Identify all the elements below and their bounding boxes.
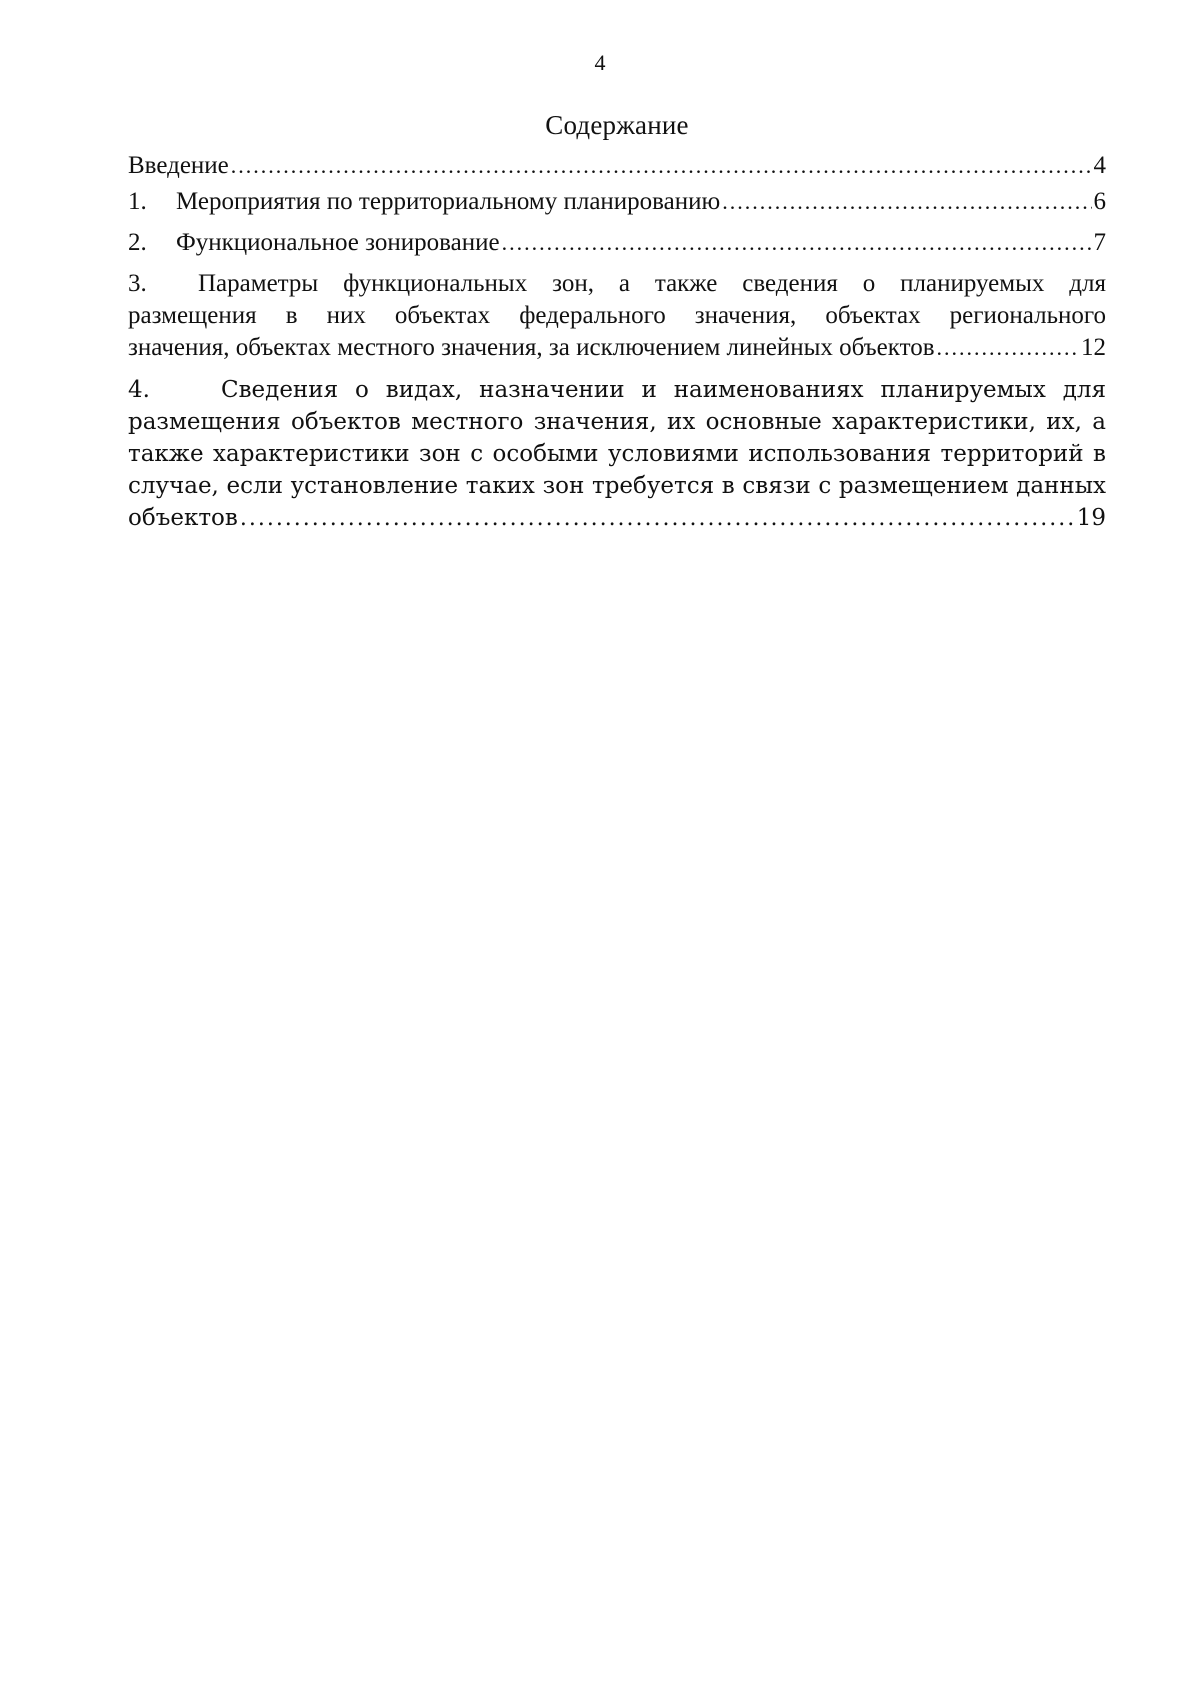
toc-entry-number: 1.	[128, 188, 147, 215]
toc-entry-text-line: также характеристики зон с особыми условиями использования территорий в	[128, 441, 1106, 467]
dot-leader	[502, 227, 1092, 259]
toc-entry-label: Мероприятия по территориальному планированию	[176, 188, 721, 215]
toc-entry-1[interactable]	[128, 186, 1106, 218]
toc-entry-page: 7	[1093, 229, 1106, 256]
toc-entry-4[interactable]	[128, 374, 1106, 534]
toc-entry-2[interactable]	[128, 227, 1106, 259]
toc-entry-text-line: 4. Сведения о видах, назначении и наименованиях планируемых для	[128, 374, 1106, 406]
dot-leader	[722, 186, 1091, 218]
toc-entry-number: 4.	[128, 377, 150, 403]
toc-entry-3[interactable]	[128, 268, 1106, 364]
dot-leader	[231, 150, 1092, 182]
toc-entry-intro[interactable]	[128, 150, 1106, 182]
toc-entry-text-line: размещения объектов местного значения, их основные характеристики, их, а	[128, 409, 1106, 435]
toc-entry-text-line: 3. Параметры функциональных зон, а также сведения о планируемых для	[128, 268, 1106, 300]
toc-entry-label: Введение	[128, 152, 229, 179]
toc-entry-page: 19	[1076, 505, 1106, 531]
toc-entry-number: 3.	[128, 270, 147, 297]
toc-entry-text-line: размещения в них объектах федерального значения, объектах регионального	[128, 302, 1106, 329]
toc-entry-label: Функциональное зонирование	[176, 229, 500, 256]
toc-entry-text-line: значения, объектах местного значения, за исключением линейных объектов	[128, 334, 935, 361]
dot-leader	[937, 332, 1080, 364]
page-number: 4	[594, 50, 606, 75]
toc-entry-page: 4	[1093, 152, 1106, 179]
toc-entry-page: 12	[1081, 334, 1106, 361]
dot-leader	[240, 503, 1075, 535]
toc-title: Содержание	[545, 110, 689, 140]
table-of-contents	[128, 150, 1106, 534]
toc-entry-number: 2.	[128, 229, 147, 256]
toc-entry-page: 6	[1093, 188, 1106, 215]
toc-entry-text-line: случае, если установление таких зон требуется в связи с размещением данных	[128, 473, 1106, 499]
toc-entry-text-line: объектов	[128, 505, 238, 531]
